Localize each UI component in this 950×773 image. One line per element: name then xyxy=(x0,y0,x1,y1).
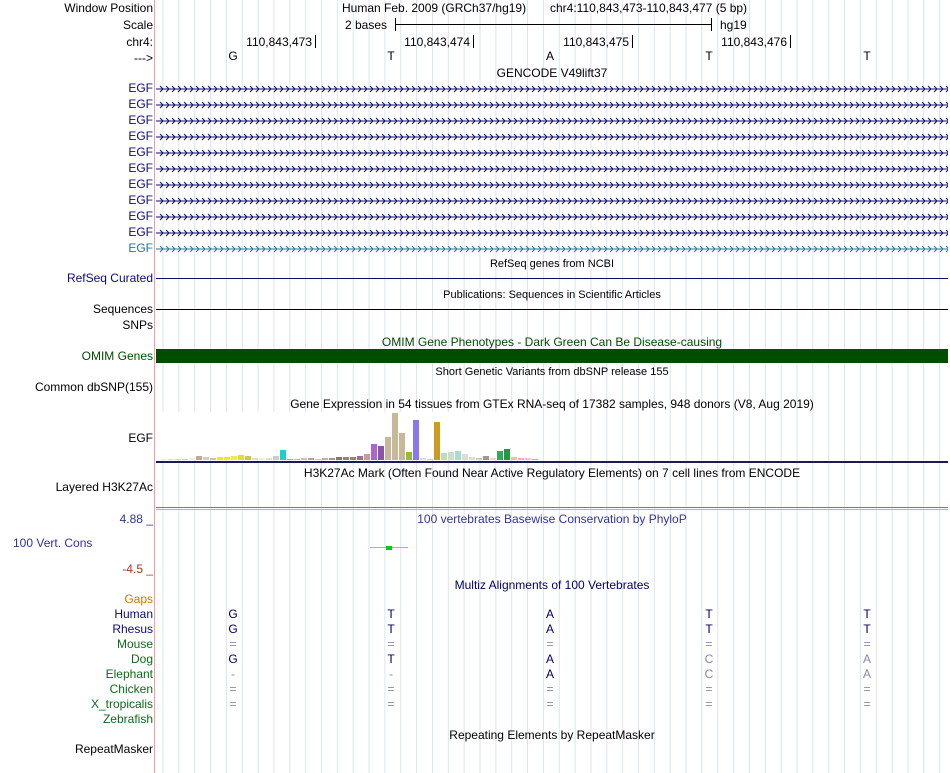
gtex-tissue-bar[interactable] xyxy=(476,458,482,460)
multiz-base: = xyxy=(229,682,237,696)
multiz-base: T xyxy=(705,622,713,636)
scale-label: Scale xyxy=(122,18,153,32)
gtex-tissue-bar[interactable] xyxy=(413,420,419,460)
multiz-base: = xyxy=(863,637,871,651)
multiz-base: = xyxy=(387,682,395,696)
gtex-tissue-bar[interactable] xyxy=(455,451,461,460)
multiz-species-label[interactable]: Mouse xyxy=(116,637,153,651)
coordinate-tick xyxy=(632,35,633,48)
gtex-tissue-bar[interactable] xyxy=(427,459,433,460)
dbsnp-label[interactable]: Common dbSNP(155) xyxy=(34,380,153,394)
multiz-species-label[interactable]: Zebrafish xyxy=(102,712,153,726)
sequences-label[interactable]: Sequences xyxy=(92,302,153,316)
publications-title: Publications: Sequences in Scientific Articles xyxy=(443,289,661,301)
multiz-base: C xyxy=(704,667,714,681)
coordinate-tick xyxy=(315,35,316,48)
gencode-transcript-label[interactable]: EGF xyxy=(128,81,153,95)
phylop-title: 100 vertebrates Basewise Conservation by PhyloP xyxy=(417,512,687,526)
scale-bar xyxy=(395,24,711,25)
multiz-base: = xyxy=(705,637,713,651)
phylop-min-label: -4.5 _ xyxy=(122,562,153,576)
coordinate-tick xyxy=(473,35,474,48)
gencode-transcript-label[interactable]: EGF xyxy=(128,145,153,159)
multiz-base: G xyxy=(228,622,238,636)
coordinate-tick xyxy=(790,35,791,48)
gencode-transcript-label[interactable]: EGF xyxy=(128,97,153,111)
multiz-base: = xyxy=(387,637,395,651)
gencode-transcript-intron[interactable] xyxy=(156,116,948,126)
multiz-base: = xyxy=(387,697,395,711)
gtex-tissue-bar[interactable] xyxy=(364,454,370,460)
multiz-base: A xyxy=(545,667,555,681)
gtex-tissue-bar[interactable] xyxy=(273,456,279,460)
h3k27ac-track-line-2[interactable] xyxy=(156,509,948,510)
multiz-base: T xyxy=(705,607,713,621)
sequences-track-line[interactable] xyxy=(156,309,948,310)
gtex-tissue-bar[interactable] xyxy=(378,446,384,460)
gtex-label[interactable]: EGF xyxy=(128,431,153,445)
dbsnp-title: Short Genetic Variants from dbSNP release 155 xyxy=(435,366,669,378)
multiz-species-label[interactable]: Human xyxy=(114,607,153,621)
strand-label: ---> xyxy=(134,51,153,65)
multiz-base: = xyxy=(863,697,871,711)
gaps-label: Gaps xyxy=(124,592,153,606)
multiz-base: T xyxy=(387,622,395,636)
gencode-transcript-label[interactable]: EGF xyxy=(128,129,153,143)
window-position-label: Window Position xyxy=(64,1,153,15)
multiz-base: T xyxy=(863,607,871,621)
gtex-tissue-bar[interactable] xyxy=(301,458,307,460)
chrom-label: chr4: xyxy=(126,35,153,49)
h3k27ac-title: H3K27Ac Mark (Often Found Near Active Regulatory Elements) on 7 cell lines from ENCODE xyxy=(303,466,801,480)
base-letter: T xyxy=(387,49,395,63)
gencode-transcript-label[interactable]: EGF xyxy=(128,161,153,175)
multiz-base: G xyxy=(228,607,238,621)
multiz-species-label[interactable]: X_tropicalis xyxy=(90,697,153,711)
multiz-base: T xyxy=(387,607,395,621)
refseq-label[interactable]: RefSeq Curated xyxy=(66,271,153,285)
base-letter: A xyxy=(545,49,555,63)
gtex-tissue-bar[interactable] xyxy=(336,457,342,460)
gencode-transcript-intron[interactable] xyxy=(156,180,948,190)
gencode-transcript-intron[interactable] xyxy=(156,148,948,158)
position-label: chr4:110,843,473-110,843,477 (5 bp) xyxy=(550,1,748,15)
gtex-tissue-bar[interactable] xyxy=(525,458,531,460)
gtex-tissue-bar[interactable] xyxy=(294,459,300,460)
gtex-tissue-bar[interactable] xyxy=(434,422,440,460)
gencode-transcript-intron[interactable] xyxy=(156,228,948,238)
gencode-transcript-label[interactable]: EGF xyxy=(128,209,153,223)
multiz-base: G xyxy=(228,652,238,666)
gtex-tissue-bar[interactable] xyxy=(161,459,167,460)
multiz-base: A xyxy=(862,652,872,666)
omim-title: OMIM Gene Phenotypes - Dark Green Can Be Disease-causing xyxy=(381,335,723,349)
multiz-base: = xyxy=(546,697,554,711)
gtex-tissue-bar[interactable] xyxy=(497,451,503,460)
multiz-base: = xyxy=(705,682,713,696)
phylop-max-label: 4.88 _ xyxy=(119,512,153,526)
omim-gene-bar[interactable] xyxy=(156,349,948,363)
multiz-base: - xyxy=(389,667,393,681)
gtex-tissue-bar[interactable] xyxy=(420,458,426,460)
multiz-species-label[interactable]: Rhesus xyxy=(112,622,153,636)
gtex-tissue-bar[interactable] xyxy=(462,454,468,460)
gtex-tissue-bar[interactable] xyxy=(441,453,447,460)
base-letter: T xyxy=(705,49,713,63)
multiz-base: A xyxy=(862,667,872,681)
gencode-transcript-intron[interactable] xyxy=(156,212,948,222)
repeatmasker-title: Repeating Elements by RepeatMasker xyxy=(449,728,655,742)
multiz-base: = xyxy=(863,682,871,696)
gtex-tissue-bar[interactable] xyxy=(308,458,314,460)
gencode-transcript-intron[interactable] xyxy=(156,164,948,174)
gtex-tissue-bar[interactable] xyxy=(168,459,174,460)
multiz-species-label[interactable]: Chicken xyxy=(109,682,153,696)
gtex-tissue-bar[interactable] xyxy=(406,452,412,460)
multiz-base: = xyxy=(229,637,237,651)
gencode-transcript-label[interactable]: EGF xyxy=(128,241,153,255)
multiz-base: - xyxy=(231,667,235,681)
omim-label[interactable]: OMIM Genes xyxy=(81,349,153,363)
assembly-label: Human Feb. 2009 (GRCh37/hg19) xyxy=(342,1,527,15)
multiz-base: = xyxy=(705,697,713,711)
gencode-title: GENCODE V49lift37 xyxy=(496,66,608,80)
gtex-tissue-bar[interactable] xyxy=(252,458,258,460)
gtex-tissue-bar[interactable] xyxy=(287,459,293,460)
gtex-tissue-bar[interactable] xyxy=(231,456,237,460)
gtex-tissue-bar[interactable] xyxy=(266,458,272,460)
multiz-title: Multiz Alignments of 100 Vertebrates xyxy=(454,578,650,592)
gencode-transcript-intron[interactable] xyxy=(156,100,948,110)
gtex-title: Gene Expression in 54 tissues from GTEx RNA-seq of 17382 samples, 948 donors (V8, Aug 2019) xyxy=(290,397,814,411)
multiz-base: A xyxy=(545,652,555,666)
gtex-tissue-bar[interactable] xyxy=(392,413,398,460)
gtex-tissue-bar[interactable] xyxy=(343,457,349,460)
gencode-transcript-label[interactable]: EGF xyxy=(128,193,153,207)
gtex-tissue-bar[interactable] xyxy=(329,458,335,460)
gencode-transcript-intron[interactable] xyxy=(156,244,948,254)
multiz-base: T xyxy=(863,622,871,636)
gtex-tissue-bar[interactable] xyxy=(483,456,489,460)
coordinate-label: 110,843,475 xyxy=(563,35,629,49)
gtex-tissue-bar[interactable] xyxy=(259,458,265,460)
gtex-tissue-bar[interactable] xyxy=(203,457,209,460)
multiz-base: = xyxy=(546,637,554,651)
gtex-tissue-bar[interactable] xyxy=(245,456,251,460)
gtex-tissue-bar[interactable] xyxy=(210,458,216,460)
scale-bar-left-tick xyxy=(395,18,396,31)
gtex-tissue-bar[interactable] xyxy=(532,459,538,460)
coordinate-label: 110,843,476 xyxy=(721,35,787,49)
gtex-tissue-bar[interactable] xyxy=(280,450,286,460)
multiz-base: C xyxy=(704,652,714,666)
gtex-tissue-bar[interactable] xyxy=(504,449,510,460)
gtex-tissue-bar[interactable] xyxy=(518,458,524,460)
repeatmasker-label[interactable]: RepeatMasker xyxy=(74,742,153,756)
gtex-tissue-bar[interactable] xyxy=(357,456,363,460)
phylop-score-bar[interactable] xyxy=(386,546,392,550)
db-label: hg19 xyxy=(720,18,747,32)
refseq-track-line[interactable] xyxy=(156,278,948,279)
h3k27ac-label[interactable]: Layered H3K27Ac xyxy=(55,480,153,494)
gtex-baseline xyxy=(156,461,948,463)
gtex-tissue-bar[interactable] xyxy=(511,457,517,460)
multiz-base: A xyxy=(545,607,555,621)
gencode-transcript-intron[interactable] xyxy=(156,196,948,206)
refseq-title: RefSeq genes from NCBI xyxy=(489,258,615,270)
base-letter: G xyxy=(228,49,238,63)
gtex-tissue-bar[interactable] xyxy=(350,457,356,460)
gencode-transcript-intron[interactable] xyxy=(156,132,948,142)
coordinate-label: 110,843,474 xyxy=(404,35,470,49)
multiz-species-label[interactable]: Elephant xyxy=(105,667,153,681)
gtex-tissue-bar[interactable] xyxy=(189,458,195,460)
multiz-species-label[interactable]: Dog xyxy=(130,652,153,666)
multiz-base: T xyxy=(387,652,395,666)
track-label-separator xyxy=(154,0,155,773)
gencode-transcript-label[interactable]: EGF xyxy=(128,225,153,239)
gtex-tissue-bar[interactable] xyxy=(315,459,321,460)
gencode-transcript-label[interactable]: EGF xyxy=(128,113,153,127)
multiz-base: = xyxy=(229,697,237,711)
phylop-label[interactable]: 100 Vert. Cons xyxy=(13,536,93,550)
gencode-transcript-intron[interactable] xyxy=(156,84,948,94)
gtex-tissue-bar[interactable] xyxy=(448,452,454,460)
gtex-tissue-bar[interactable] xyxy=(224,457,230,460)
gtex-bar-chart[interactable] xyxy=(156,412,948,464)
h3k27ac-track-line[interactable] xyxy=(156,507,948,508)
gtex-tissue-bar[interactable] xyxy=(182,459,188,460)
multiz-base: A xyxy=(545,622,555,636)
coordinate-label: 110,843,473 xyxy=(246,35,312,49)
gtex-tissue-bar[interactable] xyxy=(217,457,223,460)
multiz-base: = xyxy=(546,682,554,696)
gtex-tissue-bar[interactable] xyxy=(399,433,405,460)
gtex-tissue-bar[interactable] xyxy=(469,457,475,460)
gtex-tissue-bar[interactable] xyxy=(196,456,202,460)
gtex-tissue-bar[interactable] xyxy=(175,459,181,460)
scale-text: 2 bases xyxy=(345,18,388,32)
gencode-transcript-label[interactable]: EGF xyxy=(128,177,153,191)
gtex-tissue-bar[interactable] xyxy=(371,444,377,460)
gtex-tissue-bar[interactable] xyxy=(238,455,244,460)
scale-bar-right-tick xyxy=(711,18,712,31)
gtex-tissue-bar[interactable] xyxy=(385,437,391,460)
snps-label[interactable]: SNPs xyxy=(122,318,153,332)
base-letter: T xyxy=(863,49,871,63)
gtex-tissue-bar[interactable] xyxy=(322,458,328,460)
gtex-tissue-bar[interactable] xyxy=(490,458,496,460)
